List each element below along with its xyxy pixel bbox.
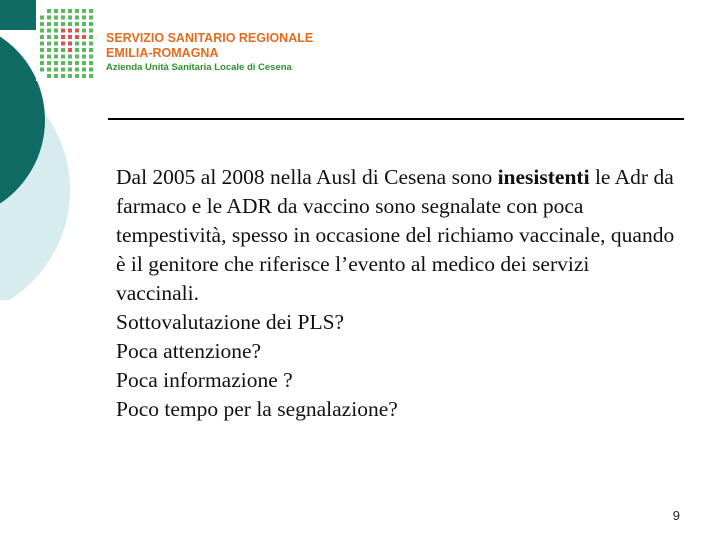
logo-dot (61, 74, 65, 78)
dark-corner-shape (0, 0, 36, 30)
logo-line-3: Azienda Unità Sanitaria Locale di Cesena (106, 62, 292, 73)
logo-dot (47, 16, 51, 20)
question-line: Poco tempo per la segnalazione? (116, 397, 398, 421)
logo-dot (68, 48, 72, 52)
logo-dot (82, 61, 86, 65)
logo-dot (82, 22, 86, 26)
logo-dot (61, 29, 65, 33)
logo-dot (61, 22, 65, 26)
logo-text (106, 31, 313, 75)
logo-dot (54, 68, 58, 72)
logo-dot (75, 55, 79, 59)
logo-dot (89, 68, 93, 72)
logo-dot (68, 29, 72, 33)
intro-text-end: le Adr da farmaco e le ADR da vaccino sono segnalate con poca tempestività, spesso in occasione del richiamo vaccinale, quando è il genitore che riferisce l’evento al medico dei servizi vaccinali. (116, 165, 675, 305)
logo-dot (75, 74, 79, 78)
logo-dot (61, 48, 65, 52)
logo-dot (40, 55, 44, 59)
logo-dot (89, 16, 93, 20)
logo-dot (61, 61, 65, 65)
logo-dot (68, 74, 72, 78)
ausl-logo (36, 5, 314, 81)
logo-dot (47, 68, 51, 72)
logo-dot (61, 35, 65, 39)
logo-dot (75, 68, 79, 72)
logo-dot (54, 22, 58, 26)
question-line: Poca informazione ? (116, 368, 293, 392)
logo-dot (61, 16, 65, 20)
logo-dot (82, 9, 86, 13)
logo-dot (75, 61, 79, 65)
logo-line-2: EMILIA-ROMAGNA (106, 46, 219, 60)
logo-dot (89, 29, 93, 33)
logo-dot (68, 22, 72, 26)
logo-dot (40, 48, 44, 52)
logo-dot (47, 42, 51, 46)
logo-dot (54, 9, 58, 13)
logo-dot (68, 42, 72, 46)
logo-dot (54, 35, 58, 39)
logo-dot (68, 61, 72, 65)
logo-dot (89, 61, 93, 65)
logo-dot (89, 48, 93, 52)
intro-text-emphasis: inesistenti (497, 165, 590, 189)
logo-dot (89, 74, 93, 78)
logo-dot (47, 35, 51, 39)
logo-dot (40, 35, 44, 39)
logo-dot (54, 16, 58, 20)
logo-dot (89, 9, 93, 13)
logo-dot (68, 9, 72, 13)
logo-dot (68, 16, 72, 20)
logo-dot (54, 55, 58, 59)
logo-dot (54, 48, 58, 52)
page-number: 9 (672, 508, 680, 523)
logo-dot (61, 55, 65, 59)
logo-dot (40, 29, 44, 33)
logo-dot (40, 68, 44, 72)
logo-dot (54, 42, 58, 46)
logo-dot (75, 22, 79, 26)
question-line: Sottovalutazione dei PLS? (116, 310, 345, 334)
intro-text-start: Dal 2005 al 2008 nella Ausl di Cesena sono (116, 165, 498, 189)
logo-dot (82, 35, 86, 39)
logo-dot (40, 16, 44, 20)
title-divider (108, 118, 684, 120)
logo-line-1: SERVIZIO SANITARIO REGIONALE (106, 31, 314, 45)
logo-dot (89, 22, 93, 26)
logo-dot (54, 61, 58, 65)
logo-dot (75, 42, 79, 46)
logo-dot (61, 9, 65, 13)
logo-dot (82, 48, 86, 52)
logo-dot (75, 9, 79, 13)
logo-dot (75, 48, 79, 52)
question-line: Poca attenzione? (116, 339, 262, 363)
logo-dot-grid-icon (36, 5, 96, 81)
paragraph-intro (116, 163, 676, 308)
logo-dot (40, 22, 44, 26)
logo-dot (82, 55, 86, 59)
logo-dot (75, 16, 79, 20)
logo-dot (40, 61, 44, 65)
logo-dot (47, 48, 51, 52)
logo-dot (54, 74, 58, 78)
logo-dot (61, 68, 65, 72)
logo-dot (82, 16, 86, 20)
logo-dot (75, 35, 79, 39)
logo-dot (68, 35, 72, 39)
logo-dot (82, 29, 86, 33)
logo-dot (89, 42, 93, 46)
logo-dot (82, 68, 86, 72)
logo-dot (47, 61, 51, 65)
logo-dot (47, 22, 51, 26)
slide-body (116, 163, 676, 424)
logo-dot (82, 74, 86, 78)
logo-dot (47, 9, 51, 13)
logo-dot (75, 29, 79, 33)
logo-dot (82, 42, 86, 46)
logo-dot (47, 74, 51, 78)
logo-dot (61, 42, 65, 46)
logo-dot (68, 68, 72, 72)
logo-dot (68, 55, 72, 59)
logo-dot (54, 29, 58, 33)
logo-dot (47, 29, 51, 33)
logo-dot (89, 55, 93, 59)
logo-dot (89, 35, 93, 39)
logo-dot (47, 55, 51, 59)
logo-dot (40, 42, 44, 46)
